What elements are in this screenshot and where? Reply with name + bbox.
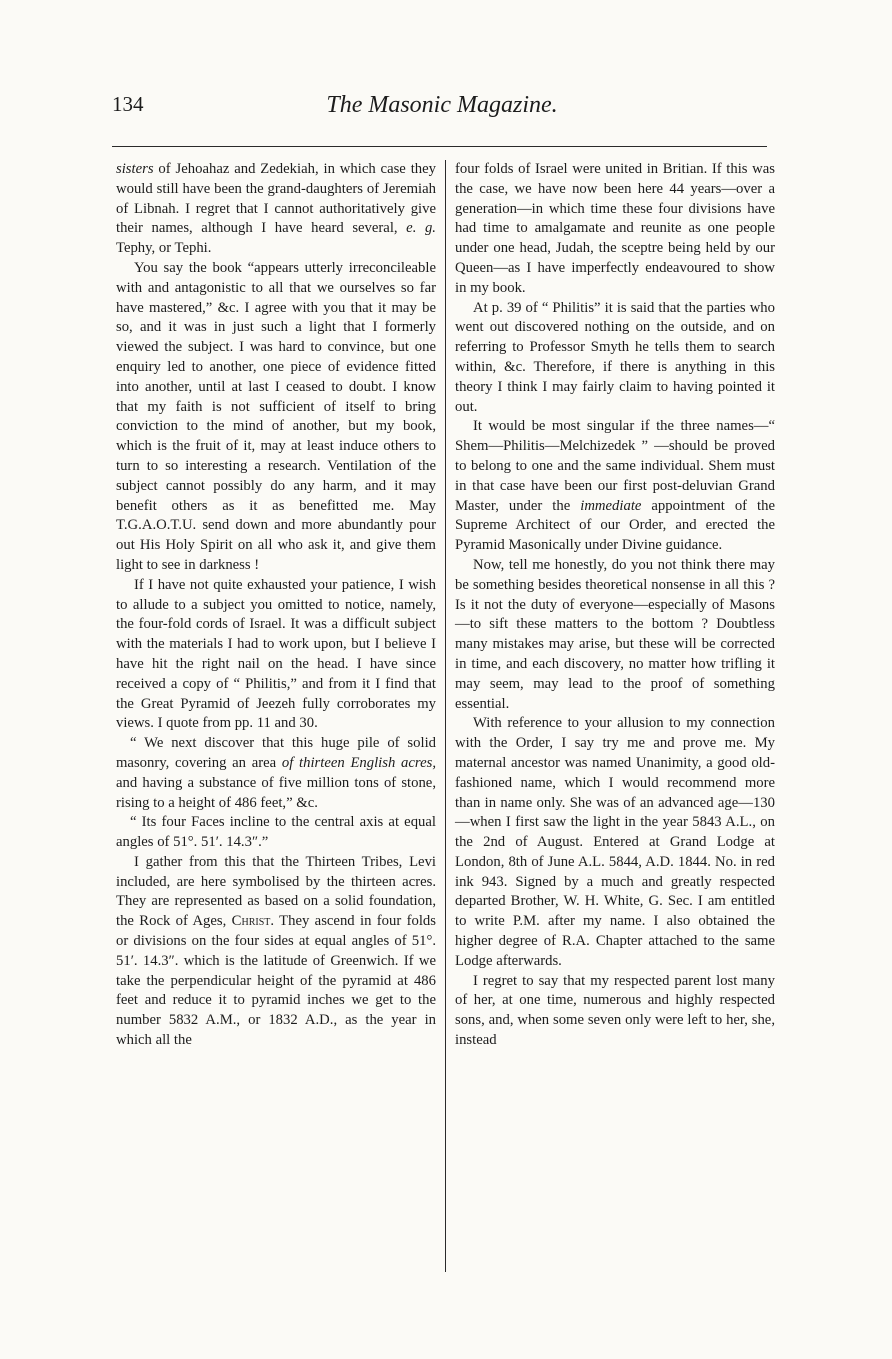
column-divider [445,160,446,1272]
small-caps-text: Christ. [231,913,275,930]
quotation [116,734,436,813]
header-rule [112,146,767,147]
paragraph [455,417,775,556]
italic-text: of thirteen English acres, [281,754,436,771]
paragraph: At p. 39 of “ Philitis” it is said that the parties who went out discovered nothing on the outside, and on referring to Professor Smyth he tells them to search within, &c. Therefore, if there is anything in this theory I think I may fairly claim to having pointed it out. [455,299,775,415]
page-header [112,92,772,128]
italic-text: immediate [580,497,642,514]
paragraph: I regret to say that my respected parent lost many of her, at one time, numerous and highly respected sons, and, when some seven only were left to her, she, instead [455,972,775,1049]
paragraph [116,853,436,1051]
paragraph: If I have not quite exhausted your patience, I wish to allude to a subject you omitted to notice, namely, the four-fold cords of Israel. It was a difficult subject with the materials I had to work upon, but I believe I have hit the right nail on the head. I have since received a copy of “ Philitis,” and from it I find that the Great Pyramid of Jeezeh fully corroborates my views. I quote from pp. 11 and 30. [116,576,436,732]
text-run: “ We next discover that this huge pile of solid masonry, covering an area [116,735,436,771]
text-run: It would be most singular if the three names—“ Shem—Philitis—Melchizedek ” —should be proved to belong to one and the same individual. Shem must in that case have been our first post-deluvian Grand Master, under the [455,418,775,514]
italic-text: sisters [116,161,154,177]
paragraph: You say the book “appears utterly irreconcileable with and antagonistic to all that we ourselves so far have mastered,” &c. I agree with you that it may be so, and it was in just such a light that I formerly viewed the subject. I was hard to convince, but one enquiry led to another, one piece of evidence fitted into another, until at last I ceased to doubt. I know that my faith is not sufficient of itself to bring conviction to the mind of another, but my book, which is the fruit of it, may at least induce others to turn to so interesting a research. Ventilation of the subject cannot possibly do any harm, and it may benefit others as it as benefitted me. May T.G.A.O.T.U. send down and more abundantly pour out His Holy Spirit on all who ask it, and give them light to see in darkness ! [116,259,436,573]
text-run: Tephy, or Tephi. [116,240,212,257]
text-run: of Jehoahaz and Zedekiah, in which case they would still have been the grand-daughters of Jeremiah of Libnah. I regret that I cannot authoritatively give their names, although I have heard several, [116,161,436,237]
text-run: I gather from this that the Thirteen Tribes, Levi included, are here symbolised by the thirteen acres. They are represented as based on a solid foundation, the Rock of Ages, [116,853,436,930]
quotation: “ Its four Faces incline to the central axis at equal angles of 51°. 51′. 14.3″.” [116,814,436,851]
right-column [455,160,775,1051]
left-column [116,160,436,1051]
paragraph: With reference to your allusion to my connection with the Order, I say try me and prove me. My maternal ancestor was named Unanimity, a good old-fashioned name, which I would recommend more than in name only. She was of an advanced age—130—when I first saw the light in the year 5843 A.L., on the 2nd of August. Entered at Grand Lodge at London, 8th of June A.L. 5844, A.D. 1844. No. in red ink 943. Signed by a much and greatly respected departed Brother, W. H. White, G. Sec. I am entitled to write P.M. after my name. I also obtained the higher degree of R.A. Chapter attached to the same Lodge afterwards. [455,715,775,969]
paragraph: Now, tell me honestly, do you not think there may be something besides theoretical nonsense in all this ? Is it not the duty of everyone—especially of Masons—to sift these matters to the bottom ? Doubtless many mistakes may arise, but these will be corrected in time, and each discovery, no matter how trifling it may seem, may lead to the proof of something essential. [455,556,775,712]
running-title: The Masonic Magazine. [326,92,558,118]
page-number: 134 [112,92,144,116]
text-run: appointment of the Supreme Architect of our Order, and erected the Pyramid Masonically under Divine guidance. [455,497,775,554]
paragraph: four folds of Israel were united in Britian. If this was the case, we have now been here 44 years—over a generation—in which time these four divisions have had time to amalgamate and reunite as one people under one head, Judah, the sceptre being held by our Queen—as I have imperfectly endeavoured to show in my book. [455,161,775,296]
text-run: and having a substance of five million tons of stone, rising to a height of 486 feet,” &c. [116,774,436,811]
paragraph [116,160,436,259]
text-run: They ascend in four folds or divisions on the four sides at equal angles of 51°. 51′. 14.3″. which is the latitude of Greenwich. If we take the perpendicular height of the pyramid at 486 feet and reduce it to pyramid inches we get to the number 5832 A.M., or 1832 A.D., as the year in which all the [116,913,436,1049]
italic-text: e. g. [406,220,436,237]
